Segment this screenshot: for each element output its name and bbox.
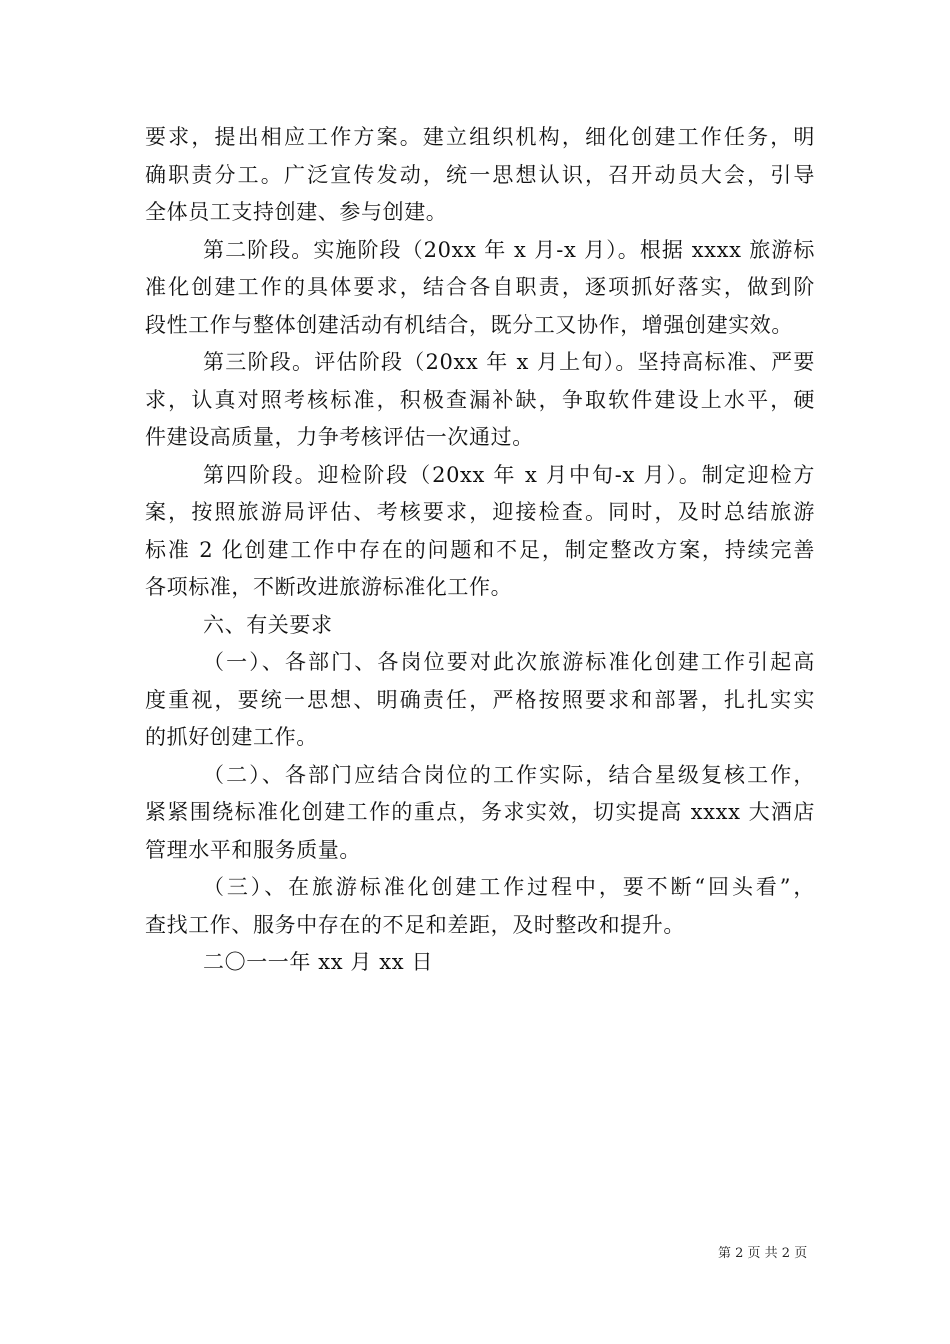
text-line: （一）、各部门、各岗位要对此次旅游标准化创建工作引起高 — [203, 650, 815, 674]
text-line: （二）、各部门应结合岗位的工作实际，结合星级复核工作， — [203, 762, 815, 787]
text-line: 二〇一一年 xx 月 xx 日 — [203, 950, 434, 974]
document-body — [145, 119, 815, 982]
text-line: 确职责分工。广泛宣传发动，统一思想认识，召开动员大会，引导 — [145, 162, 815, 187]
paragraph-date — [145, 944, 815, 982]
text-line: 第三阶段。评估阶段（20xx 年 x 月上旬）。坚持高标准、严要 — [203, 350, 815, 374]
text-line: 度重视，要统一思想、明确责任，严格按照要求和部署，扎扎实实 — [145, 687, 815, 712]
text-line: 各项标准，不断改进旅游标准化工作。 — [145, 575, 513, 599]
text-line: 六、有关要求 — [203, 612, 333, 637]
text-line: 段性工作与整体创建活动有机结合，既分工又协作，增强创建实效。 — [145, 312, 793, 337]
paragraph-stage4 — [145, 457, 815, 607]
text-line: 案，按照旅游局评估、考核要求，迎接检查。同时，及时总结旅游 — [145, 500, 815, 524]
text-line: 求，认真对照考核标准，积极查漏补缺，争取软件建设上水平，硬 — [145, 387, 815, 412]
paragraph-stage3 — [145, 344, 815, 457]
text-line: 的抓好创建工作。 — [145, 725, 318, 749]
paragraph-req3 — [145, 869, 815, 944]
text-line: 全体员工支持创建、参与创建。 — [145, 200, 448, 224]
text-line: 管理水平和服务质量。 — [145, 837, 361, 862]
paragraph-stage1-cont — [145, 119, 815, 232]
text-line: 件建设高质量，力争考核评估一次通过。 — [145, 425, 534, 449]
text-line: 紧紧围绕标准化创建工作的重点，务求实效，切实提高 xxxx 大酒店 — [145, 800, 815, 824]
text-line: 要求，提出相应工作方案。建立组织机构，细化创建工作任务，明 — [145, 125, 815, 149]
text-line: 第二阶段。实施阶段（20xx 年 x 月-x 月）。根据 xxxx 旅游标 — [203, 237, 815, 262]
paragraph-stage2 — [145, 232, 815, 345]
paragraph-req1 — [145, 644, 815, 757]
paragraph-req2 — [145, 757, 815, 870]
page-footer: 第 2 页 共 2 页 — [718, 1246, 808, 1261]
text-line: 准化创建工作的具体要求，结合各自职责，逐项抓好落实，做到阶 — [145, 275, 815, 299]
text-line: 标准 2 化创建工作中存在的问题和不足，制定整改方案，持续完善 — [145, 537, 815, 562]
text-line: 查找工作、服务中存在的不足和差距，及时整改和提升。 — [145, 912, 685, 937]
text-line: 第四阶段。迎检阶段（20xx 年 x 月中旬-x 月）。制定迎检方 — [203, 462, 815, 487]
paragraph-section6-heading — [145, 607, 815, 645]
text-line: （三）、在旅游标准化创建工作过程中，要不断“回头看”， — [203, 875, 815, 899]
